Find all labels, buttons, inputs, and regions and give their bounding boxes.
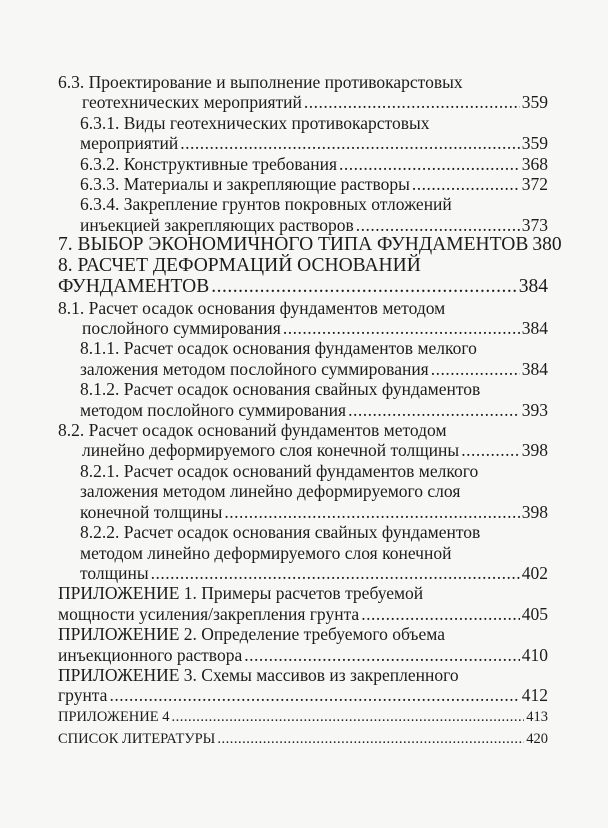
- dot-leader: [304, 92, 520, 112]
- toc-line: [58, 277, 548, 298]
- dot-leader: [244, 645, 520, 665]
- toc-entry-text: 8.2. Расчет осадок оснований фундаментов методом: [58, 420, 447, 441]
- toc-line: [58, 665, 548, 685]
- dot-leader: [171, 706, 524, 728]
- toc-entry-text: ПРИЛОЖЕНИЕ 2. Определение требуемого объема: [58, 624, 445, 645]
- toc-page-number: 402: [521, 562, 548, 583]
- toc-entry-text: 8.1.2. Расчет осадок основания свайных фундаментов: [80, 379, 481, 400]
- toc-entry-text: 7. ВЫБОР ЭКОНОМИЧНОГО ТИПА ФУНДАМЕНТОВ: [58, 234, 529, 256]
- toc-page-number: 372: [521, 174, 548, 195]
- toc-entry-text: заложения методом линейно деформируемого слоя: [80, 481, 461, 502]
- toc-line: [58, 420, 548, 440]
- toc-entry-text: СПИСОК ЛИТЕРАТУРЫ: [58, 730, 216, 747]
- toc-entry-text: конечной толщины: [80, 501, 223, 522]
- toc-page-number: 420: [526, 730, 548, 747]
- toc-line: [58, 174, 548, 194]
- toc-line: [58, 256, 548, 277]
- dot-leader: [361, 604, 520, 624]
- toc-line: [58, 400, 548, 420]
- dot-leader: [431, 359, 520, 379]
- toc-line: [58, 113, 548, 133]
- toc-line: [58, 563, 548, 583]
- toc-page-number: 398: [521, 440, 548, 461]
- toc-entry-text: 8.1. Расчет осадок основания фундаментов методом: [58, 297, 446, 318]
- toc-page-number: 359: [521, 92, 548, 113]
- toc-line: [58, 583, 548, 603]
- toc-entry-text: 6.3.3. Материалы и закрепляющие растворы: [80, 174, 410, 195]
- toc-entry: [58, 420, 548, 461]
- toc-entry-text: геотехнических мероприятий: [82, 92, 302, 113]
- toc-line: [58, 522, 548, 542]
- toc-page-number: 405: [521, 603, 548, 624]
- toc-entry-text: 8. РАСЧЕТ ДЕФОРМАЦИЙ ОСНОВАНИЙ: [58, 255, 421, 277]
- dot-leader: [339, 154, 520, 174]
- toc-line: [58, 234, 562, 256]
- toc-entry-text: 6.3. Проектирование и выполнение противокарстовых: [58, 72, 463, 92]
- toc-entry: [58, 583, 548, 624]
- toc-entry-text: заложения методом послойного суммирования: [80, 358, 429, 379]
- toc-entry-text: мощности усиления/закрепления грунта: [58, 603, 360, 624]
- table-of-contents: [58, 72, 562, 750]
- dot-leader: [180, 133, 520, 153]
- toc-line: [58, 685, 548, 705]
- toc-line: [58, 298, 548, 318]
- toc-line: [58, 543, 548, 563]
- dot-leader: [224, 502, 519, 522]
- toc-entry: [58, 728, 548, 750]
- toc-entry-text: методом линейно деформируемого слоя конечной: [80, 542, 452, 563]
- toc-entry: [58, 194, 548, 235]
- toc-entry-text: инъекцией закрепляющих растворов: [80, 214, 354, 235]
- toc-entry-text: толщины: [80, 562, 149, 583]
- toc-entry: [58, 174, 548, 194]
- toc-entry: [58, 256, 548, 298]
- toc-line: [58, 379, 548, 399]
- toc-entry-text: линейно деформируемого слоя конечной толщины: [82, 440, 460, 461]
- toc-page-number: 410: [521, 644, 548, 665]
- toc-entry: [58, 379, 548, 420]
- toc-entry-text: послойного суммирования: [82, 318, 281, 339]
- toc-entry-text: 6.3.2. Конструктивные требования: [80, 153, 337, 174]
- toc-entry-text: 8.1.1. Расчет осадок основания фундаментов мелкого: [80, 338, 477, 359]
- toc-line: [58, 318, 548, 338]
- toc-entry-text: 6.3.4. Закрепление грунтов покровных отложений: [80, 194, 452, 215]
- toc-line: [58, 338, 548, 358]
- toc-page-number: 359: [521, 133, 548, 154]
- toc-line: [58, 215, 548, 235]
- toc-entry: [58, 522, 548, 583]
- toc-page-number: 413: [526, 708, 548, 725]
- toc-page-number: 384: [518, 275, 548, 297]
- dot-leader: [217, 728, 524, 750]
- dot-leader: [356, 215, 520, 235]
- toc-entry: [58, 665, 548, 706]
- toc-entry: [58, 706, 548, 728]
- toc-entry-text: ПРИЛОЖЕНИЕ 3. Схемы массивов из закрепленного: [58, 664, 459, 685]
- toc-line: [58, 133, 548, 153]
- toc-line: [58, 92, 548, 112]
- toc-line: [58, 502, 548, 522]
- toc-entry: [58, 113, 548, 154]
- toc-line: [58, 72, 548, 92]
- toc-entry: [58, 298, 548, 339]
- toc-line: [58, 645, 548, 665]
- toc-page-number: 384: [521, 318, 548, 339]
- toc-line: [58, 481, 548, 501]
- toc-page-number: 368: [521, 153, 548, 174]
- toc-page-number: 398: [521, 501, 548, 522]
- toc-entry-text: 6.3.1. Виды геотехнических противокарстовых: [80, 112, 430, 133]
- dot-leader: [109, 685, 519, 705]
- toc-entry-text: грунта: [58, 685, 108, 706]
- toc-page-number: 373: [521, 214, 548, 235]
- toc-entry-text: 8.2.1. Расчет осадок оснований фундаментов мелкого: [80, 460, 479, 481]
- dot-leader: [151, 563, 520, 583]
- toc-entry: [58, 154, 548, 174]
- toc-line: [58, 154, 548, 174]
- toc-entry-text: мероприятий: [80, 133, 179, 154]
- toc-line: [58, 461, 548, 481]
- toc-line: [58, 359, 548, 379]
- toc-page-number: 412: [521, 685, 548, 706]
- toc-entry-text: инъекционного раствора: [58, 644, 243, 665]
- toc-entry-text: ПРИЛОЖЕНИЕ 1. Примеры расчетов требуемой: [58, 583, 424, 604]
- dot-leader: [211, 277, 516, 298]
- toc-page-number: 380: [532, 234, 562, 256]
- toc-entry-text: ФУНДАМЕНТОВ: [58, 275, 210, 297]
- dot-leader: [348, 400, 520, 420]
- toc-entry-text: 8.2.2. Расчет осадок основания свайных фундаментов: [80, 522, 481, 543]
- toc-entry: [58, 234, 562, 256]
- dot-leader: [461, 440, 520, 460]
- toc-line: [58, 706, 548, 728]
- toc-page-number: 384: [521, 358, 548, 379]
- toc-entry-text: методом послойного суммирования: [80, 399, 347, 420]
- toc-page-number: 393: [521, 399, 548, 420]
- toc-line: [58, 728, 548, 750]
- toc-line: [58, 440, 548, 460]
- toc-entry: [58, 338, 548, 379]
- toc-entry: [58, 72, 548, 113]
- toc-entry: [58, 461, 548, 522]
- toc-entry: [58, 624, 548, 665]
- dot-leader: [412, 174, 520, 194]
- toc-line: [58, 194, 548, 214]
- toc-entry-text: ПРИЛОЖЕНИЕ 4: [58, 708, 170, 725]
- toc-line: [58, 624, 548, 644]
- toc-line: [58, 604, 548, 624]
- dot-leader: [283, 318, 520, 338]
